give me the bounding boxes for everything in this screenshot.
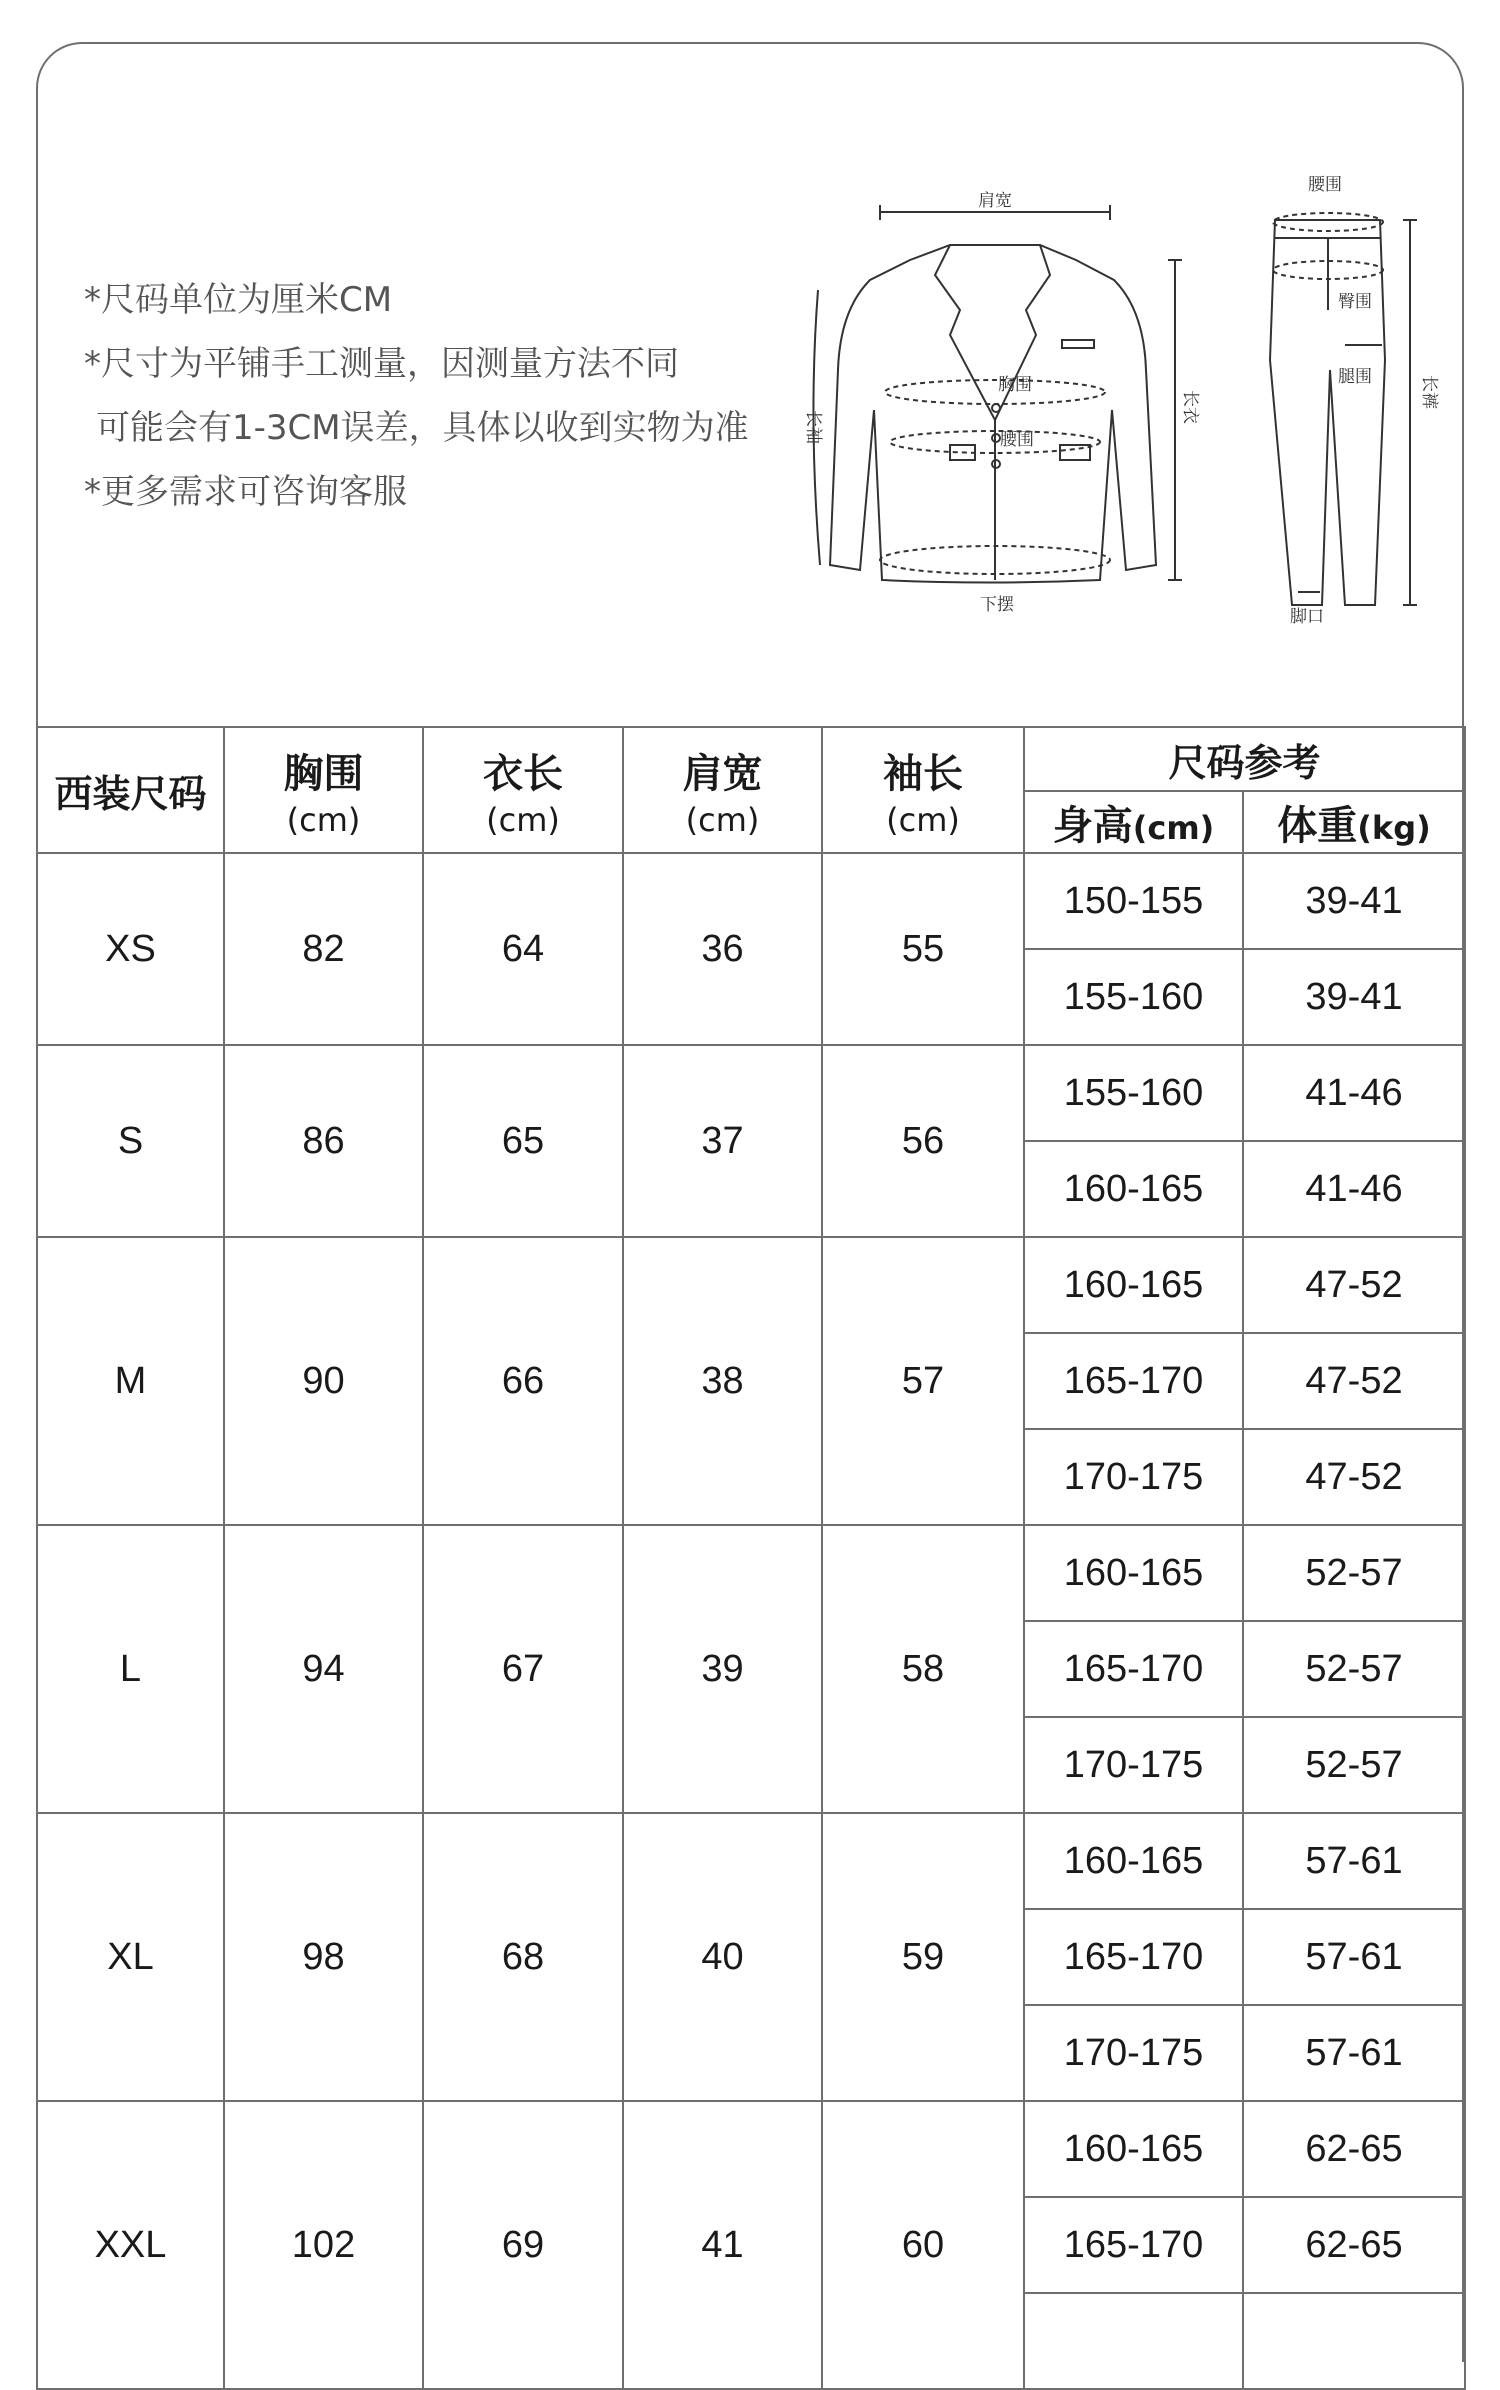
cell-weight: 52-57: [1243, 1717, 1465, 1813]
cell-sleeve: 59: [822, 1813, 1024, 2101]
cell-sleeve: 55: [822, 853, 1024, 1045]
header-shoulder-label: 肩宽: [682, 750, 763, 797]
cell-height: 165-170: [1024, 1621, 1243, 1717]
label-jacket-length: 长衣: [1180, 390, 1200, 424]
cell-shoulder: 36: [623, 853, 822, 1045]
cell-length: 64: [423, 853, 623, 1045]
cell-height: 165-170: [1024, 2197, 1243, 2293]
label-hem: 下摆: [980, 595, 1014, 615]
cell-shoulder: 37: [623, 1045, 822, 1237]
header-length: [423, 727, 623, 853]
label-waist: 腰围: [1000, 430, 1034, 450]
cell-length: 66: [423, 1237, 623, 1525]
header-height-unit: (cm): [1132, 808, 1215, 847]
cell-size: L: [37, 1525, 224, 1813]
cell-shoulder: 39: [623, 1525, 822, 1813]
note-error: 可能会有1-3CM误差，具体以收到实物为准: [96, 408, 749, 448]
header-sleeve-unit: (cm): [886, 800, 960, 839]
label-pants-length: 长裤: [1419, 375, 1439, 409]
cell-shoulder: 40: [623, 1813, 822, 2101]
header-weight: [1243, 791, 1465, 853]
cell-length: 68: [423, 1813, 623, 2101]
cell-height: 170-175: [1024, 2005, 1243, 2101]
table-row: [37, 853, 1465, 949]
header-chest-label: 胸围: [283, 750, 364, 797]
header-weight-label: 体重: [1277, 802, 1358, 849]
cell-weight: 57-61: [1243, 1909, 1465, 2005]
cell-chest: 102: [224, 2101, 423, 2389]
cell-sleeve: 58: [822, 1525, 1024, 1813]
cell-weight: 41-46: [1243, 1045, 1465, 1141]
cell-weight: 39-41: [1243, 949, 1465, 1045]
table-row: [37, 1045, 1465, 1141]
cell-sleeve: 60: [822, 2101, 1024, 2389]
pants-illustration: [1270, 213, 1417, 605]
cell-length: 69: [423, 2101, 623, 2389]
cell-height: 160-165: [1024, 1525, 1243, 1621]
header-height-label: 身高: [1052, 802, 1133, 849]
cell-weight: 47-52: [1243, 1237, 1465, 1333]
label-hip: 臀围: [1338, 292, 1372, 312]
header-chest-unit: (cm): [286, 800, 361, 839]
cell-size: XXL: [37, 2101, 224, 2389]
cell-length: 67: [423, 1525, 623, 1813]
cell-length: 65: [423, 1045, 623, 1237]
cell-shoulder: 41: [623, 2101, 822, 2389]
cell-weight: 62-65: [1243, 2101, 1465, 2197]
label-thigh: 腿围: [1338, 367, 1372, 387]
label-shoulder: 肩宽: [978, 191, 1012, 211]
cell-height: 165-170: [1024, 1333, 1243, 1429]
header-sleeve: [822, 727, 1024, 853]
cell-height: 150-155: [1024, 853, 1243, 949]
cell-height: 160-165: [1024, 1237, 1243, 1333]
cell-weight: 39-41: [1243, 853, 1465, 949]
cell-height: 160-165: [1024, 1141, 1243, 1237]
header-weight-unit: (kg): [1357, 808, 1431, 847]
cell-height: 155-160: [1024, 1045, 1243, 1141]
cell-weight: 62-65: [1243, 2197, 1465, 2293]
header-shoulder: [623, 727, 822, 853]
table-row: [37, 1237, 1465, 1333]
cell-weight: 57-61: [1243, 1813, 1465, 1909]
header-length-unit: (cm): [486, 800, 560, 839]
table-row: [37, 1525, 1465, 1621]
cell-height: 170-175: [1024, 1717, 1243, 1813]
cell-shoulder: 38: [623, 1237, 822, 1525]
cell-size: XL: [37, 1813, 224, 2101]
garment-measurement-diagram: [800, 160, 1460, 630]
cell-weight: 47-52: [1243, 1429, 1465, 1525]
header-reference: 尺码参考: [1024, 727, 1465, 791]
cell-chest: 90: [224, 1237, 423, 1525]
header-chest: [224, 727, 423, 853]
cell-height: 165-170: [1024, 1909, 1243, 2005]
header-height: [1024, 791, 1243, 853]
cell-height: 160-165: [1024, 2101, 1243, 2197]
cell-height: 155-160: [1024, 949, 1243, 1045]
header-shoulder-unit: (cm): [685, 800, 760, 839]
cell-height: 170-175: [1024, 1429, 1243, 1525]
cell-size: XS: [37, 853, 224, 1045]
cell-chest: 82: [224, 853, 423, 1045]
table-row: [37, 2101, 1465, 2197]
label-chest: 胸围: [998, 375, 1032, 395]
cell-weight: 52-57: [1243, 1525, 1465, 1621]
note-unit: *尺码单位为厘米CM: [84, 280, 393, 320]
label-pants-waist: 腰围: [1308, 175, 1342, 195]
cell-sleeve: 56: [822, 1045, 1024, 1237]
size-table: [36, 726, 1466, 2390]
cell-weight: 47-52: [1243, 1333, 1465, 1429]
measurement-notes: [84, 268, 804, 524]
cell-chest: 86: [224, 1045, 423, 1237]
cell-weight: 57-61: [1243, 2005, 1465, 2101]
cell-weight: 52-57: [1243, 1621, 1465, 1717]
cell-sleeve: 57: [822, 1237, 1024, 1525]
cell-size: S: [37, 1045, 224, 1237]
note-method: *尺寸为平铺手工测量，因测量方法不同: [84, 344, 679, 384]
cell-weight: 41-46: [1243, 1141, 1465, 1237]
cell-weight: [1243, 2293, 1465, 2389]
cell-height: [1024, 2293, 1243, 2389]
table-row: [37, 1813, 1465, 1909]
cell-chest: 94: [224, 1525, 423, 1813]
cell-height: 160-165: [1024, 1813, 1243, 1909]
label-sleeve: 长袖: [803, 410, 823, 444]
note-service: *更多需求可咨询客服: [84, 472, 407, 512]
cell-chest: 98: [224, 1813, 423, 2101]
header-sleeve-label: 袖长: [883, 750, 963, 797]
label-ankle: 脚口: [1290, 607, 1324, 627]
cell-size: M: [37, 1237, 224, 1525]
header-size: 西装尺码: [37, 727, 224, 853]
header-length-label: 衣长: [483, 750, 563, 797]
